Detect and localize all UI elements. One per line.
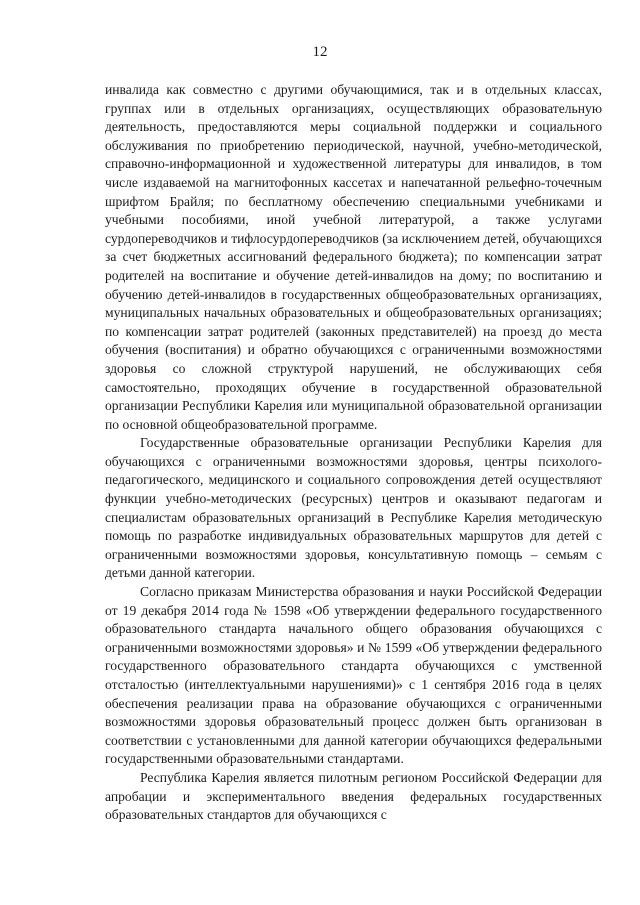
paragraph-orders: Согласно приказам Министерства образования и науки Российской Федерации от 19 декабря 2014 года № 1598 «Об утверждении федерального государственного образовательного стандарта начального общего образования обучающихся с ограниченными возможностями здоровья» и № 1599 «Об утверждении федерального государственного образовательного стандарта обучающихся с умственной отсталостью (интеллектуальными нарушениями)» с 1 сентября 2016 года в целях обеспечения реализации права на образование обучающихся с ограниченными возможностями здоровья образовательный процесс должен быть организован в соответствии с установленными для данной категории обучающихся федеральными государственными образовательными стандартами.	[105, 584, 602, 767]
document-body	[105, 81, 602, 825]
paragraph-continuation: инвалида как совместно с другими обучающимися, так и в отдельных классах, группах или в отдельных организациях, осуществляющих образовательную деятельность, предоставляются меры социальной поддержки и социального обслуживания по приобретению периодической, научной, учебно-методической, справочно-информационной и художественной литературы для инвалидов, в том числе издаваемой на магнитофонных кассетах и напечатанной рельефно-точечным шрифтом Брайля; по бесплатному обеспечению специальными учебниками и учебными пособиями, иной учебной литературой, а также услугами сурдопереводчиков и тифлосурдопереводчиков (за исключением детей, обучающихся за счет бюджетных ассигнований федерального бюджета); по компенсации затрат родителей на воспитание и обучение детей-инвалидов на дому; по воспитанию и обучению детей-инвалидов в государственных общеобразовательных организациях, муниципальных начальных образовательных и общеобразовательных организациях; по компенсации затрат родителей (законных представителей) на проезд до места обучения (воспитания) и обратно обучающихся с ограниченными возможностями здоровья со сложной структурой нарушений, не обслуживающих себя самостоятельно, проходящих обучение в государственной образовательной организации Республики Карелия или муниципальной образовательной организации по основной общеобразовательной программе.	[105, 82, 602, 432]
paragraph-institutions: Государственные образовательные организации Республики Карелия для обучающихся с ограниченными возможностями здоровья, центры психолого-педагогического, медицинского и социального сопровождения детей осуществляют функции учебно-методических (ресурсных) центров и оказывают педагогам и специалистам образовательных организаций в Республике Карелия методическую помощь по разработке индивидуальных образовательных маршрутов для детей с ограниченными возможностями здоровья, консультативную помощь – семьям с детьми данной категории.	[105, 435, 602, 581]
paragraph-pilot-region: Республика Карелия является пилотным регионом Российской Федерации для апробации и экспериментального введения федеральных государственных образовательных стандартов для обучающихся с	[105, 769, 602, 823]
page-number: 12	[312, 44, 328, 60]
